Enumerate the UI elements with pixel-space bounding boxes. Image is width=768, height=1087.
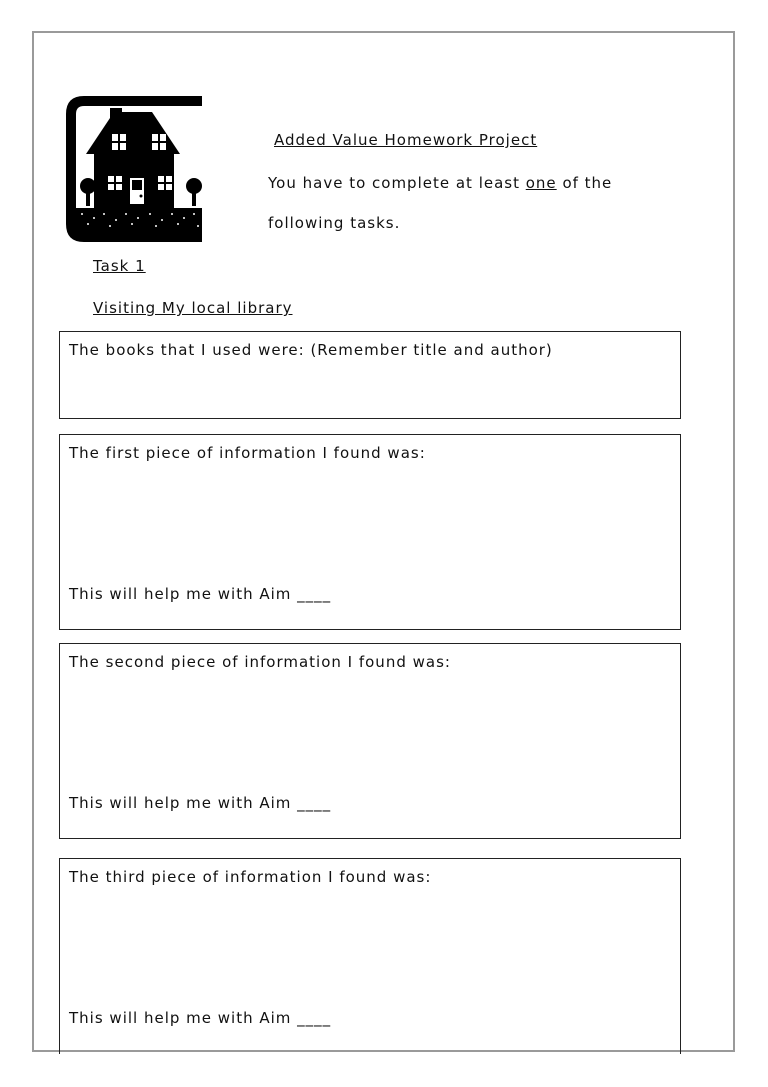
house-icon (66, 96, 202, 242)
third-info-aim: This will help me with Aim ____ (69, 1009, 332, 1027)
second-info-box[interactable] (59, 643, 681, 839)
project-title: Added Value Homework Project (274, 131, 538, 149)
task-label: Task 1 (93, 257, 146, 275)
instruction-emphasis: one (525, 174, 557, 192)
third-info-box[interactable] (59, 858, 681, 1054)
second-info-aim: This will help me with Aim ____ (69, 794, 332, 812)
instruction-after: of the (556, 174, 613, 192)
third-info-heading: The third piece of information I found was: (69, 868, 432, 886)
instruction-before: You have to complete at least (268, 174, 526, 192)
books-used-box[interactable] (59, 331, 681, 419)
instruction-line-2: following tasks. (268, 214, 401, 232)
task-subtitle: Visiting My local library (93, 299, 293, 317)
first-info-heading: The first piece of information I found was: (69, 444, 426, 462)
instruction-line-1 (268, 174, 612, 192)
second-info-heading: The second piece of information I found was: (69, 653, 451, 671)
books-used-heading: The books that I used were: (Remember title and author) (69, 341, 553, 359)
first-info-aim: This will help me with Aim ____ (69, 585, 332, 603)
first-info-box[interactable] (59, 434, 681, 630)
